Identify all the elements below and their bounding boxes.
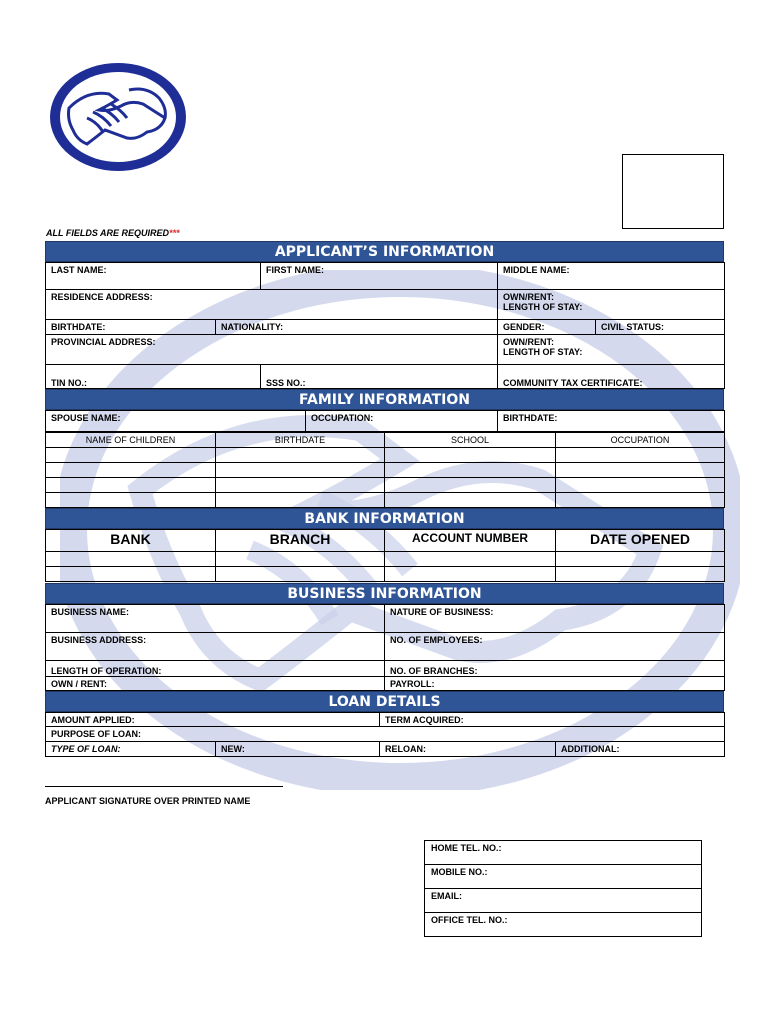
section-bank-header: BANK INFORMATION [45,508,724,529]
ctc-field[interactable]: COMMUNITY TAX CERTIFICATE: [498,365,725,389]
child-cell[interactable] [216,478,385,493]
business-table [45,604,725,691]
sss-field[interactable]: SSS NO.: [261,365,498,389]
child-cell[interactable] [556,448,725,463]
purpose-of-loan-field[interactable]: PURPOSE OF LOAN: [46,727,725,742]
contact-table [424,840,702,937]
child-cell[interactable] [385,493,556,508]
application-form [45,241,724,757]
email-field[interactable]: EMAIL: [425,889,702,913]
spouse-birthdate-field[interactable]: BIRTHDATE: [498,411,725,432]
signature-block [45,786,283,806]
section-business-header: BUSINESS INFORMATION [45,583,724,604]
bank-row [46,567,725,582]
child-cell[interactable] [216,448,385,463]
applicant-table [45,262,725,389]
mobile-field[interactable]: MOBILE NO.: [425,865,702,889]
own-rent-stay-field[interactable] [498,290,725,320]
children-table [45,432,725,508]
bank-row [46,552,725,567]
bank-cell[interactable] [385,567,556,582]
bank-cell[interactable] [216,567,385,582]
loan-table [45,712,725,757]
child-cell[interactable] [46,448,216,463]
first-name-field[interactable]: FIRST NAME: [261,263,498,290]
children-row [46,478,725,493]
amount-applied-field[interactable]: AMOUNT APPLIED: [46,713,380,727]
children-header-school: SCHOOL [385,433,556,448]
family-table [45,410,725,432]
civil-status-field[interactable]: CIVIL STATUS: [596,320,725,335]
bank-table [45,529,725,582]
children-header-name: NAME OF CHILDREN [46,433,216,448]
child-cell[interactable] [385,448,556,463]
children-header-occupation: OCCUPATION [556,433,725,448]
child-cell[interactable] [46,478,216,493]
signature-label: APPLICANT SIGNATURE OVER PRINTED NAME [45,796,251,806]
branches-field[interactable]: NO. OF BRANCHES: [385,661,725,677]
spouse-occupation-field[interactable]: OCCUPATION: [306,411,498,432]
child-cell[interactable] [46,463,216,478]
business-own-rent-field[interactable]: OWN / RENT: [46,677,385,691]
children-row [46,448,725,463]
last-name-field[interactable]: LAST NAME: [46,263,261,290]
bank-cell[interactable] [556,552,725,567]
office-tel-field[interactable]: OFFICE TEL. NO.: [425,913,702,937]
provincial-own-rent-field[interactable] [498,335,725,365]
business-name-field[interactable]: BUSINESS NAME: [46,605,385,633]
section-applicant-header: APPLICANT’S INFORMATION [45,241,724,262]
length-of-stay-label-2: LENGTH OF STAY: [503,347,583,357]
child-cell[interactable] [216,493,385,508]
gender-field[interactable]: GENDER: [498,320,596,335]
loan-reloan-field[interactable]: RELOAN: [380,742,556,757]
child-cell[interactable] [385,478,556,493]
nationality-field[interactable]: NATIONALITY: [216,320,498,335]
type-of-loan-label: TYPE OF LOAN: [46,742,216,757]
child-cell[interactable] [216,463,385,478]
children-row [46,463,725,478]
child-cell[interactable] [385,463,556,478]
required-stars: *** [169,228,180,238]
bank-cell[interactable] [46,567,216,582]
required-note [46,228,180,238]
section-family-header: FAMILY INFORMATION [45,389,724,410]
child-cell[interactable] [556,493,725,508]
bank-cell[interactable] [46,552,216,567]
nature-of-business-field[interactable]: NATURE OF BUSINESS: [385,605,725,633]
bank-cell[interactable] [385,552,556,567]
child-cell[interactable] [556,463,725,478]
provincial-address-field[interactable]: PROVINCIAL ADDRESS: [46,335,498,365]
section-loan-header: LOAN DETAILS [45,691,724,712]
handshake-logo [47,60,189,174]
loan-new-field[interactable]: NEW: [216,742,380,757]
bank-header-branch: BRANCH [216,530,385,552]
bank-header-bank: BANK [46,530,216,552]
length-of-stay-label: LENGTH OF STAY: [503,302,583,312]
own-rent-label-2: OWN/RENT: [503,337,554,347]
required-note-text: ALL FIELDS ARE REQUIRED [46,228,170,238]
middle-name-field[interactable]: MIDDLE NAME: [498,263,725,290]
loan-additional-field[interactable]: ADDITIONAL: [556,742,725,757]
tin-field[interactable]: TIN NO.: [46,365,261,389]
payroll-field[interactable]: PAYROLL: [385,677,725,691]
employees-field[interactable]: NO. OF EMPLOYEES: [385,633,725,661]
residence-address-field[interactable]: RESIDENCE ADDRESS: [46,290,498,320]
spouse-name-field[interactable]: SPOUSE NAME: [46,411,306,432]
own-rent-label: OWN/RENT: [503,292,554,302]
children-header-birthdate: BIRTHDATE [216,433,385,448]
term-acquired-field[interactable]: TERM ACQUIRED: [380,713,725,727]
bank-cell[interactable] [556,567,725,582]
photo-box[interactable] [622,154,724,229]
length-of-operation-field[interactable]: LENGTH OF OPERATION: [46,661,385,677]
business-address-field[interactable]: BUSINESS ADDRESS: [46,633,385,661]
bank-cell[interactable] [216,552,385,567]
children-row [46,493,725,508]
child-cell[interactable] [556,478,725,493]
bank-header-date: DATE OPENED [556,530,725,552]
birthdate-field[interactable]: BIRTHDATE: [46,320,216,335]
bank-header-account: ACCOUNT NUMBER [385,530,556,552]
child-cell[interactable] [46,493,216,508]
home-tel-field[interactable]: HOME TEL. NO.: [425,841,702,865]
